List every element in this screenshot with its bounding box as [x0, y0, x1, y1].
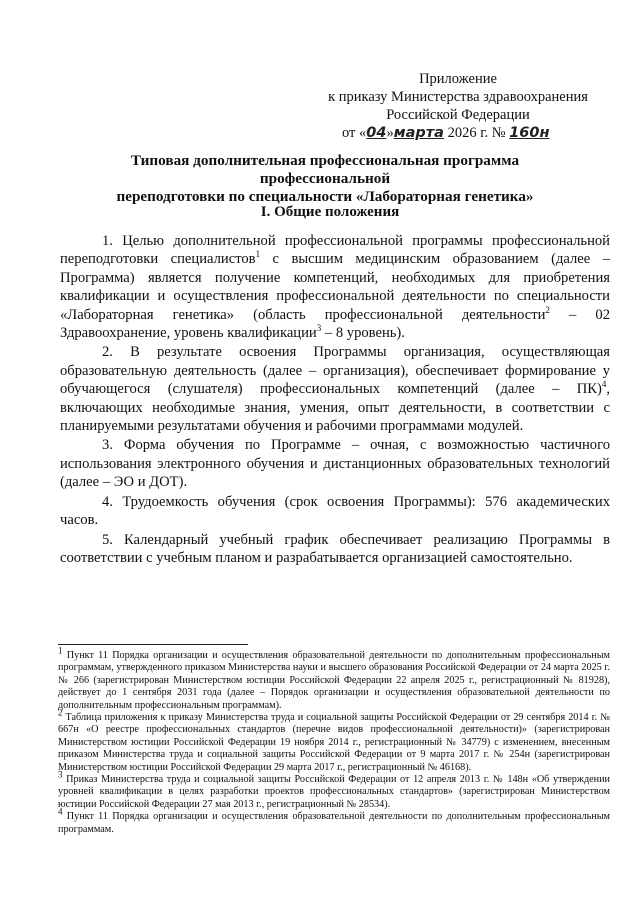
document-body: [60, 232, 610, 567]
footnote-1-text: Пункт 11 Порядка организации и осуществления образовательной деятельности по дополнительным профессиональным программам, утвержденного приказом Министерства науки и высшего образования Российской Федерации от 24 марта 2025 г. № 266 (зарегистрирован Министерством юстиции Российской Федерации 22 апреля 2025 г., регистрационный № 81928), действует до 1 сентября 2031 года (далее – Порядок организации и осуществления образовательной деятельности по дополнительным профессиональным программам).: [58, 650, 610, 711]
footnote-4: [58, 806, 610, 836]
footnote-1: [58, 645, 610, 712]
paragraph-1: [60, 232, 610, 342]
paragraph-2-text-b: , включающих необходимые знания, умения, опыт деятельности, в соответствии с планируемыми результатами обучения и рабочими программами модулей.: [60, 381, 610, 435]
section-heading: I. Общие положения: [260, 204, 400, 220]
paragraph-2-text-a: 2. В результате освоения Программы организация, осуществляющая образовательную деятельность (далее – организация), обеспечивает формирование у обучающегося (слушателя) профессиональных компетенций (далее – ПК): [60, 344, 610, 398]
approval-date-line: [318, 124, 598, 142]
date-day: 04: [366, 125, 387, 141]
order-number: 160н: [509, 125, 550, 141]
footnote-4-mark: 4: [58, 806, 63, 817]
paragraph-4: 4. Трудоемкость обучения (срок освоения Программы): 576 академических часов.: [60, 493, 610, 529]
approval-block: [318, 70, 598, 142]
footnote-2-mark: 2: [58, 707, 63, 718]
footnote-separator: [58, 644, 248, 645]
footnote-2-text: Таблица приложения к приказу Министерства труда и социальной защиты Российской Федерации от 29 сентября 2014 г. № 667н «О реестре профессиональных стандартов (перечне видов профессиональной деятельности)» (зарегистрирован Министерством юстиции Российской Федерации 19 ноября 2014 г., регистрационный № 34779) с изменением, внесенным приказом Министерства труда и социальной защиты Российской Федерации от 9 марта 2017 г. № 254н (зарегистрирован Министерством юстиции Российской Федерации 29 марта 2017 г., регистрационный № 46168).: [58, 712, 610, 773]
footnote-2: [58, 707, 610, 774]
paragraph-1-text-a: 1. Целью дополнительной профессиональной программы профессиональной переподготовки специалистов: [60, 233, 610, 268]
footnote-ref-3: 3: [316, 323, 322, 334]
paragraph-2: [60, 343, 610, 435]
title-line-2: переподготовки по специальности «Лабораторная генетика»: [116, 188, 534, 205]
approval-line-appendix: Приложение: [419, 71, 497, 87]
footnote-4-text: Пункт 11 Порядка организации и осуществления образовательной деятельности по дополнительным профессиональным программам.: [58, 811, 610, 835]
footnotes: [58, 645, 610, 836]
footnote-ref-4: 4: [601, 379, 607, 390]
footnote-ref-2: 2: [545, 304, 550, 315]
date-quote: »: [386, 125, 394, 141]
footnote-3-text: Приказ Министерства труда и социальной защиты Российской Федерации от 12 апреля 2013 г. № 148н «Об утверждении уровней квалификации в целях разработки проектов профессиональных стандартов» (зарегистрирован Министерством юстиции Российской Федерации 27 мая 2013 г., регистрационный № 28534).: [58, 774, 610, 810]
date-year: 2026 г. №: [443, 125, 510, 141]
approval-line-country: Российской Федерации: [386, 107, 530, 123]
date-prefix: от «: [342, 125, 367, 141]
document-title: [70, 152, 580, 206]
footnote-ref-1: 1: [255, 249, 261, 260]
footnote-3-mark: 3: [58, 769, 63, 780]
footnote-3: [58, 769, 610, 811]
paragraph-3: 3. Форма обучения по Программе – очная, с возможностью частичного использования электронного обучения и дистанционных образовательных технологий (далее – ЭО и ДОТ).: [60, 437, 610, 491]
date-month: марта: [393, 125, 444, 141]
approval-line-order: к приказу Министерства здравоохранения: [328, 89, 588, 105]
footnote-1-mark: 1: [58, 645, 63, 656]
title-line-1: Типовая дополнительная профессиональная программа профессиональной: [130, 152, 520, 187]
paragraph-5: 5. Календарный учебный график обеспечивает реализацию Программы в соответствии с учебным планом и разрабатывается организацией самостоятельно.: [60, 531, 610, 566]
paragraph-1-text-b: с высшим медицинским образованием (далее – Программа) является получение компетенций, необходимых для приобретения квалификации и осуществления профессиональной деятельности по специальности «Лабораторная генетика» (область профессиональной деятельности: [60, 251, 610, 323]
paragraph-1-text-c: – 02 Здравоохранение, уровень квалификации: [60, 306, 611, 342]
paragraph-1-text-d: – 8 уровень).: [321, 325, 405, 342]
